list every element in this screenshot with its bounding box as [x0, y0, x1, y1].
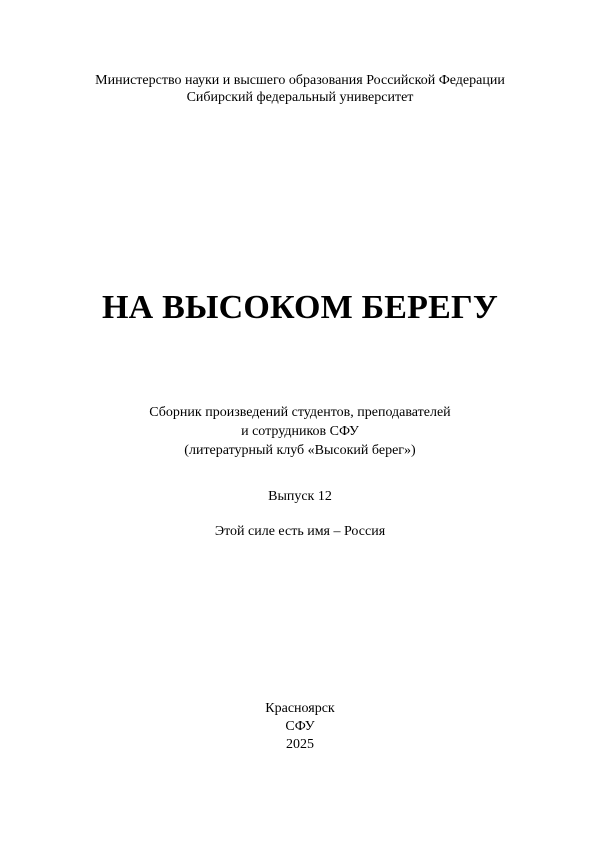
- issue-number: Выпуск 12: [268, 489, 332, 504]
- imprint-year: 2025: [286, 737, 314, 752]
- description-line-2: и сотрудников СФУ: [241, 424, 359, 439]
- ministry-line: Министерство науки и высшего образования Российской Федерации: [95, 73, 505, 88]
- description-line-1: Сборник произведений студентов, преподавателей: [149, 405, 451, 420]
- book-title: НА ВЫСОКОМ БЕРЕГУ: [102, 289, 498, 326]
- issue-subtitle: Этой силе есть имя – Россия: [214, 524, 386, 539]
- imprint-publisher: СФУ: [285, 719, 315, 734]
- university-line: Сибирский федеральный университет: [186, 90, 414, 105]
- description-line-3: (литературный клуб «Высокий берег»): [184, 443, 416, 458]
- imprint-city: Красноярск: [265, 701, 335, 716]
